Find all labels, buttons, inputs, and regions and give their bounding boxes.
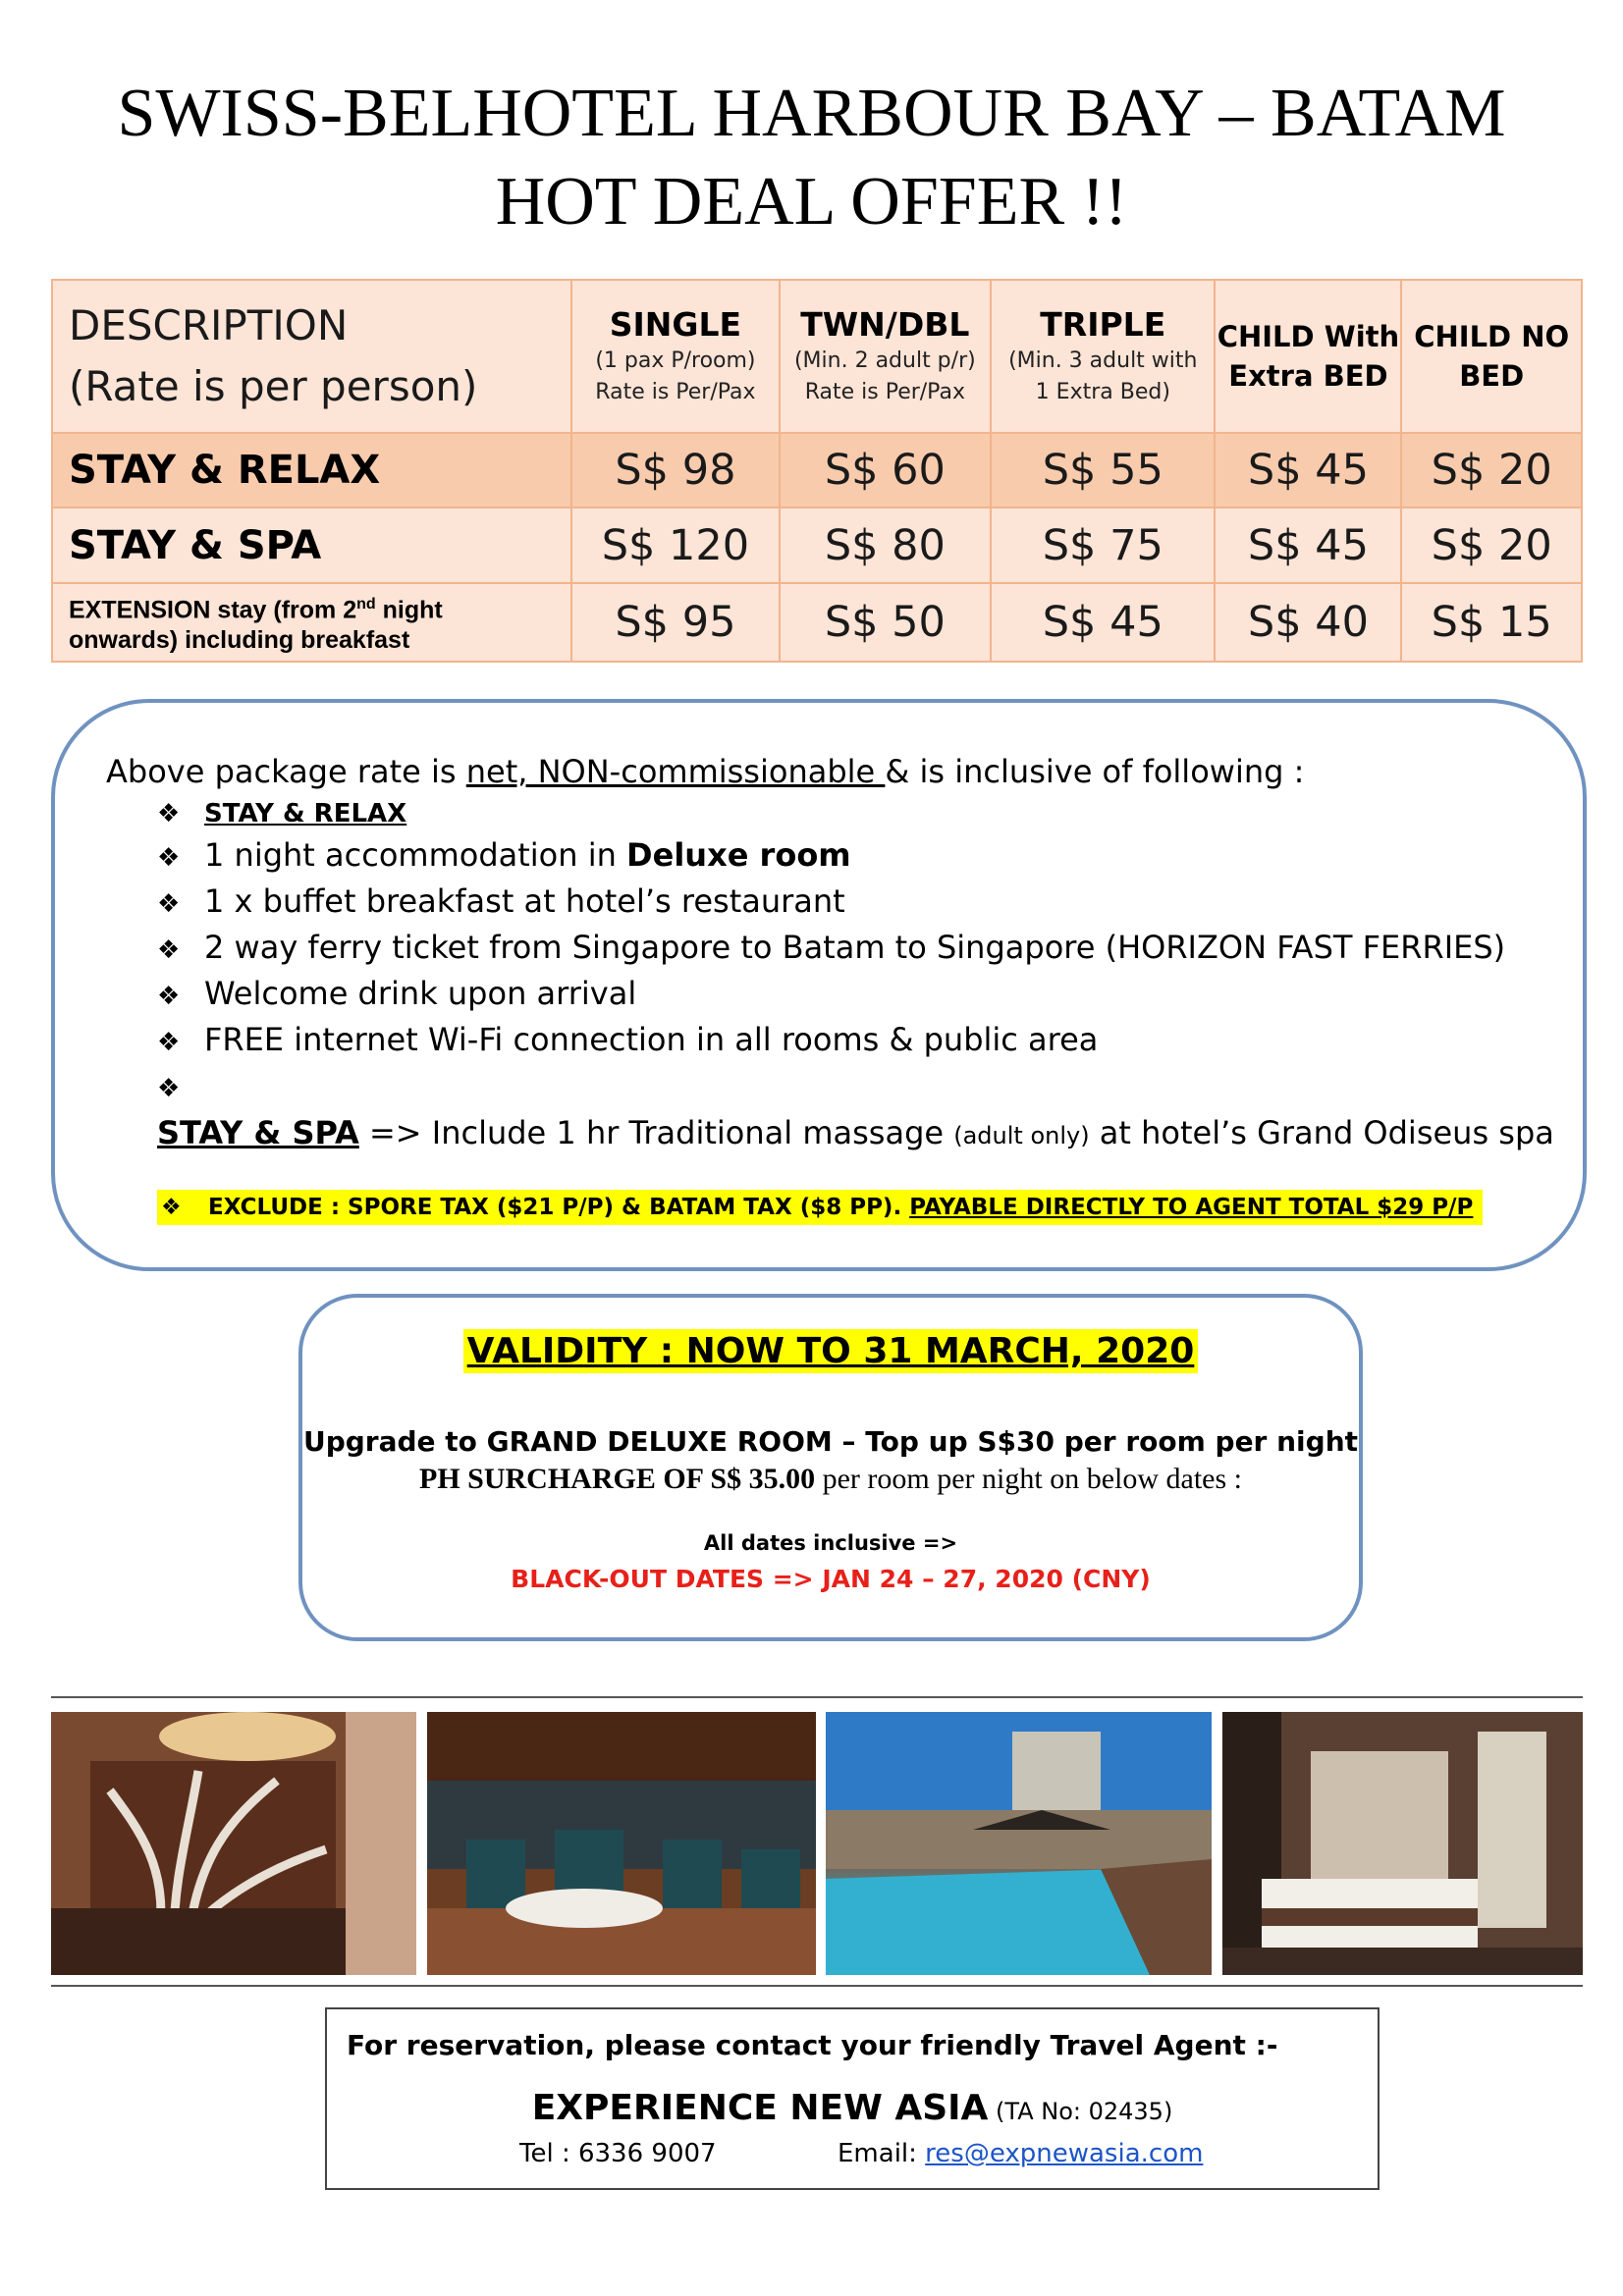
list-item: ❖ 1 x buffet breakfast at hotel’s restaurant [157,879,1505,925]
column-header-child-extra-bed [1215,280,1401,433]
price-cell: S$ 50 [780,583,992,662]
bullet-icon: ❖ [157,889,181,919]
validity-box [298,1294,1363,1641]
column-subtitle: (1 pax P/room) [595,348,756,373]
contact-intro: For reservation, please contact your friendly Travel Agent :- [347,2029,1278,2061]
extension-label-line1: EXTENSION stay (from 2nd night [69,595,443,624]
agent-line [327,2088,1378,2128]
column-header-twin-double [780,280,992,433]
column-subtitle: (Min. 2 adult p/r) [793,348,976,373]
list-item: ❖ FREE internet Wi-Fi connection in all rooms & public area [157,1017,1505,1063]
bullet-icon: ❖ [157,1074,181,1103]
rate-table [51,279,1583,663]
ta-number: (TA No: 02435) [988,2098,1173,2125]
column-header-child-no-bed [1401,280,1582,433]
price-cell: S$ 120 [571,507,779,583]
price-cell: S$ 80 [780,507,992,583]
list-item: ❖ 1 night accommodation in Deluxe room [157,832,1505,879]
price-cell: S$ 20 [1401,433,1582,507]
all-dates-note: All dates inclusive => [703,1531,958,1555]
bullet-icon: ❖ [161,1195,182,1220]
column-subtitle: Rate is Per/Pax [595,380,756,404]
page-title-line2: HOT DEAL OFFER !! [495,164,1128,240]
list-item: ❖ Welcome drink upon arrival [157,971,1505,1017]
price-cell: S$ 55 [991,433,1215,507]
table-row [52,507,1582,583]
price-cell: S$ 45 [1215,507,1401,583]
contact-box [325,2007,1380,2190]
email-line: Email: res@expnewasia.com [838,2139,1204,2168]
list-item [157,1063,1505,1109]
price-cell: S$ 98 [571,433,779,507]
column-title: TRIPLE [1040,305,1166,344]
upgrade-note: Upgrade to GRAND DELUXE ROOM – Top up S$30 per room per night [302,1425,1359,1458]
rate-table-header [52,280,1582,433]
bullet-icon: ❖ [157,1028,181,1057]
description-header-title: DESCRIPTION [69,301,349,349]
list-item: ❖ 2 way ferry ticket from Singapore to Batam to Singapore (HORIZON FAST FERRIES) [157,925,1505,971]
description-header-subtitle: (Rate is per person) [69,362,478,410]
divider [51,1696,1583,1698]
row-label: STAY & RELAX [52,433,571,507]
stay-spa-note: STAY & SPA => Include 1 hr Traditional massage (adult only) at hotel’s Grand Odiseus spa [157,1114,1554,1151]
inclusions-box [51,699,1587,1271]
row-label: STAY & SPA [52,507,571,583]
column-subtitle: Rate is Per/Pax [804,380,965,404]
divider [51,1985,1583,1987]
column-title: BED [1459,359,1525,393]
page-title-line1: SWISS-BELHOTEL HARBOUR BAY – BATAM [117,76,1506,151]
description-header [52,280,571,433]
validity-title: VALIDITY : NOW TO 31 MARCH, 2020 [302,1331,1359,1371]
price-cell: S$ 60 [780,433,992,507]
price-cell: S$ 40 [1215,583,1401,662]
telephone: Tel : 6336 9007 [519,2139,717,2168]
column-header-triple [991,280,1215,433]
extension-label-line2: onwards) including breakfast [69,626,410,655]
column-title: TWN/DBL [800,305,970,344]
lobby-photo [51,1712,416,1975]
price-cell: S$ 95 [571,583,779,662]
exclusions-note: ❖ EXCLUDE : SPORE TAX ($21 P/P) & BATAM TAX ($8 PP). PAYABLE DIRECTLY TO AGENT TOTAL $29 P/P [157,1190,1483,1225]
bedroom-photo [1222,1712,1583,1975]
price-cell: S$ 15 [1401,583,1582,662]
column-title: CHILD With [1217,320,1400,353]
blackout-dates: BLACK-OUT DATES => JAN 24 – 27, 2020 (CNY) [511,1565,1151,1593]
list-item: ❖ STAY & RELAX [157,795,1505,832]
bullet-icon: ❖ [157,935,181,965]
pool-photo [826,1712,1212,1975]
inclusions-list [157,795,1505,1109]
surcharge-note: PH SURCHARGE OF S$ 35.00 per room per night on below dates : [419,1463,1242,1495]
price-cell: S$ 45 [1215,433,1401,507]
table-row [52,433,1582,507]
bullet-icon: ❖ [157,982,181,1011]
table-row [52,583,1582,662]
price-cell: S$ 45 [991,583,1215,662]
column-title: SINGLE [609,305,742,344]
column-title: CHILD NO [1414,320,1570,353]
bullet-icon: ❖ [157,843,181,873]
email-link[interactable]: res@expnewasia.com [925,2139,1204,2168]
column-title: Extra BED [1228,359,1388,393]
price-cell: S$ 75 [991,507,1215,583]
inclusions-intro: Above package rate is net, NON-commissionable & is inclusive of following : [106,753,1305,790]
column-header-single [571,280,779,433]
column-subtitle: (Min. 3 adult with [1008,348,1198,373]
column-subtitle: 1 Extra Bed) [1035,380,1170,404]
bullet-icon: ❖ [157,799,181,828]
agent-name: EXPERIENCE NEW ASIA [531,2088,989,2128]
price-cell: S$ 20 [1401,507,1582,583]
row-label [52,583,571,662]
restaurant-photo [427,1712,816,1975]
